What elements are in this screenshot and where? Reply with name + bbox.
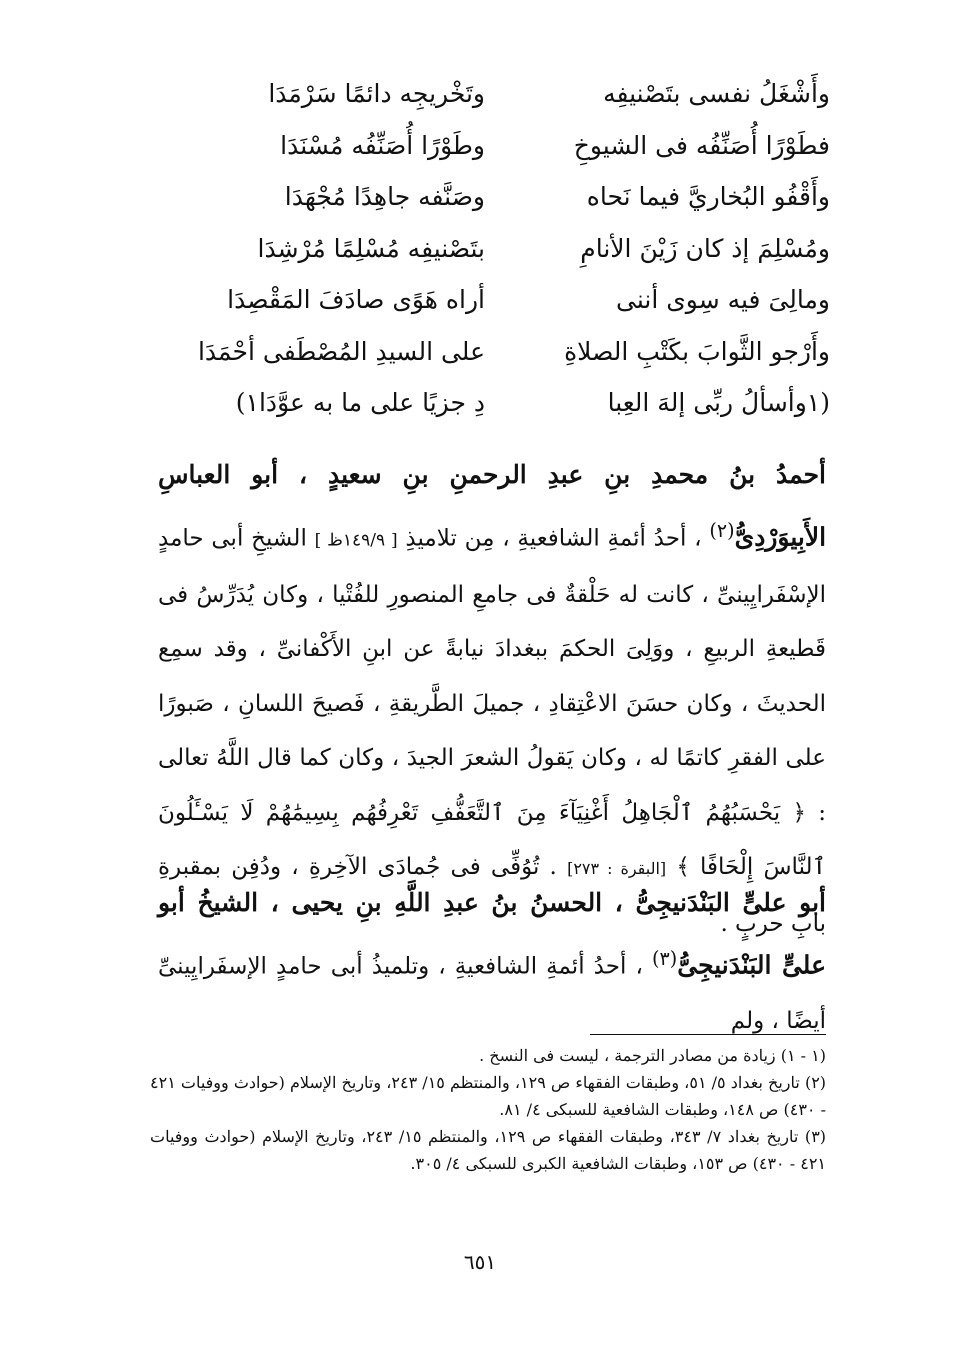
quran-quote: ﴿ يَحْسَبُهُمُ ٱلْجَاهِلُ أَغْنِيَآءَ مِنَ ٱلتَّعَفُّفِ تَعْرِفُهُم بِسِيمَٰهُمْ لَا يَسْـَٔلُونَ ٱلنَّاسَ إِلْحَافًا ﴾ <box>158 799 826 881</box>
verse-first-hemistich: فطَوْرًا أُصَنِّفُه فى الشيوخِ <box>573 130 830 160</box>
verse-second-hemistich: وصَنَّفه جاهِدًا مُجْهَدَا <box>284 182 485 211</box>
verse-second-hemistich: أراه هَوًى صادَفَ المَقْصِدَا <box>227 285 485 314</box>
verse-first-hemistich: ومُسْلِمَ إذ كان زَيْنَ الأنامِ <box>580 233 830 263</box>
entry-heading: أبو علىٍّ البَنْدَنيجِىُّ ، الحسنُ بنُ عبدِ اللَّهِ بنِ يحيى ، الشيخُ أبو علىٍّ البَنْدَنيجِىُّ <box>158 888 826 980</box>
verse-first-hemistich: وأَقْفُو البُخاريَّ فيما نَحاه <box>586 182 830 211</box>
verse-second-hemistich: بتَصْنيفِه مُسْلِمًا مُرْشِدَا <box>257 233 485 263</box>
footnote-divider <box>590 1034 826 1035</box>
footnote: (١ - ١) زيادة من مصادر الترجمة ، ليست فى النسخ . <box>479 1046 826 1065</box>
footnote: (٣) تاريخ بغداد ٧/ ٣٤٣، وطبقات الفقهاء ص ١٢٩، والمنتظم ١٥/ ٢٤٣، وتاريخ الإسلام (حوادث ووفيات ٤٢١ - ٤٣٠) ص ١٥٣، وطبقات الشافعية الكبرى للسبكى ٤/ ٣٠٥. <box>150 1127 827 1173</box>
entry-text: الشيخِ أبى حامدٍ الإسْفَرايِينىِّ ، كانت له حَلْقةٌ فى جامعِ المنصورِ للفُتْيا ، وكان يُدَرِّسُ فى قَطيعةِ الربيعِ ، ووَلِىَ الحكمَ ببغدادَ نيابةً عن ابنِ الأَكْفانىِّ ، وقد سمِع الحديثَ ، وكان حسَنَ الاعْتِقادِ ، جميلَ الطَّريقةِ ، فَصيحَ اللسانِ ، صَبورًا على الفقرِ كاتمًا له ، وكان يَقولُ الشعرَ الجيدَ ، وكان كما قال اللَّهُ تعالى : <box>158 525 827 826</box>
footnote-marker: (٣) <box>651 946 678 970</box>
entry-text: أحدُ أئمةِ الشافعيةِ ، مِن تلاميذِ <box>405 525 687 552</box>
entry-text: ، أحدُ أئمةِ الشافعيةِ ، وتلميذُ أبى حامدٍ الإسفَرايِينىِّ أيضًا ، ولم <box>158 953 826 1034</box>
entry-heading: أحمدُ بنُ محمدِ بنِ عبدِ الرحمنِ بنِ سعيدٍ ، أبو العباسِ الأَبِيوَرْدِىُّ <box>158 460 827 552</box>
biography-entry <box>158 876 826 1048</box>
verse <box>200 120 830 172</box>
quran-reference: [البقرة : ٢٧٣] <box>567 859 667 879</box>
verse <box>200 274 830 326</box>
verse-second-hemistich: على السيدِ المُصْطَفى أحْمَدَا <box>197 336 485 366</box>
footnote-marker: (٢) <box>709 518 735 542</box>
page-number: ٦٥١ <box>463 1250 497 1274</box>
verse <box>200 171 830 223</box>
footnotes <box>150 1042 826 1177</box>
entry-text: . تُوُفِّى فى جُمادَى الآخِرةِ ، ودُفِن بمقبرةِ بابِ حربٍ . <box>158 854 826 937</box>
verse-first-hemistich: (١وأسألُ ربِّى إلهَ العِبا <box>607 388 830 417</box>
verse-second-hemistich: دِ جزيًا على ما به عوَّدَا١) <box>235 388 485 417</box>
separator: ، <box>694 525 702 552</box>
verse-first-hemistich: ومالِىَ فيه سِوى أننى <box>616 285 830 314</box>
manuscript-folio-ref: [ ١٤٩/٩ظ ] <box>314 530 398 551</box>
verse <box>200 223 830 275</box>
verse-second-hemistich: وطَوْرًا أُصَنِّفُه مُسْنَدَا <box>280 130 485 160</box>
verse-first-hemistich: وأَشْغَلُ نفسى بتَصْنيفِه <box>603 79 830 108</box>
verse <box>200 68 830 120</box>
verse-first-hemistich: وأَرْجو الثَّوابَ بكَتْبِ الصلاةِ <box>564 336 830 366</box>
footnote: (٢) تاريخ بغداد ٥/ ٥١، وطبقات الفقهاء ص ١٢٩، والمنتظم ١٥/ ٢٤٣، وتاريخ الإسلام (حوادث ووفيات ٤٢١ - ٤٣٠) ص ١٤٨، وطبقات الشافعية للسبكى ٤/ ٨١. <box>150 1073 827 1119</box>
verse <box>197 326 830 378</box>
poem <box>197 68 830 429</box>
verse-second-hemistich: وتَخْريجِه دائمًا سَرْمَدَا <box>268 79 485 108</box>
verse <box>200 377 830 429</box>
